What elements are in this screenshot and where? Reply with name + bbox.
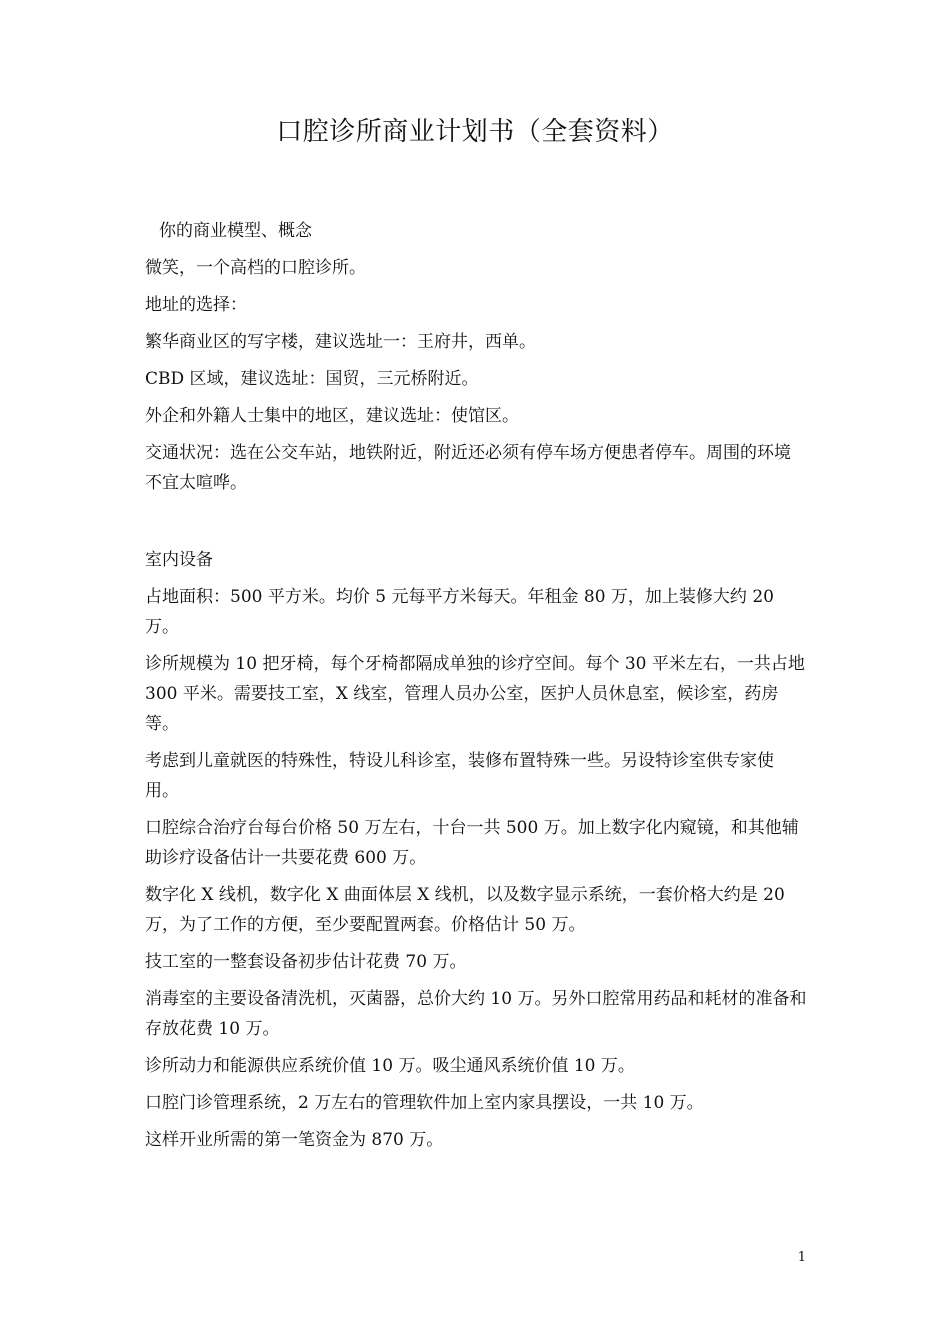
paragraph-total-funding: 这样开业所需的第一笔资金为 870 万。 [145,1130,444,1150]
paragraph-smile-clinic: 微笑，一个高档的口腔诊所。 [145,258,366,278]
paragraph-business-model: 你的商业模型、概念 [159,221,312,241]
page-number: 1 [797,1250,806,1265]
paragraph-location-heading: 地址的选择： [145,295,247,315]
paragraph-power: 诊所动力和能源供应系统价值 10 万。吸尘通风系统价值 10 万。 [145,1056,635,1076]
body-text [145,216,807,1162]
paragraph-management-system: 口腔门诊管理系统，2 万左右的管理软件加上室内家具摆设，一共 10 万。 [145,1093,704,1113]
paragraph-pediatrics: 考虑到儿童就医的特殊性，特设儿科诊室，装修布置特殊一些。另设特诊室供专家使用。 [145,751,774,801]
paragraph-floor-area: 占地面积：500 平方米。均价 5 元每平方米每天。年租金 80 万，加上装修大约 20 万。 [145,587,774,637]
paragraph-location-3: 外企和外籍人士集中的地区，建议选址：使馆区。 [145,406,519,426]
paragraph-xray: 数字化 X 线机，数字化 X 曲面体层 X 线机，以及数字显示系统，一套价格大约是 20 万，为了工作的方便，至少要配置两套。价格估计 50 万。 [145,885,785,935]
paragraph-lab: 技工室的一整套设备初步估计花费 70 万。 [145,952,467,972]
paragraph-equipment-heading: 室内设备 [145,550,213,570]
paragraph-traffic: 交通状况：选在公交车站，地铁附近，附近还必须有停车场方便患者停车。周围的环境不宜太喧哗。 [145,443,791,493]
paragraph-dental-units: 口腔综合治疗台每台价格 50 万左右，十台一共 500 万。加上数字化内窥镜，和其他辅助诊疗设备估计一共要花费 600 万。 [145,818,799,868]
page-title: 口腔诊所商业计划书（全套资料） [276,117,674,147]
paragraph-disinfection: 消毒室的主要设备清洗机，灭菌器，总价大约 10 万。另外口腔常用药品和耗材的准备和存放花费 10 万。 [145,989,807,1039]
paragraph-location-2: CBD 区域，建议选址：国贸，三元桥附近。 [145,369,479,389]
paragraph-location-1: 繁华商业区的写字楼，建议选址一：王府井，西单。 [145,332,536,352]
paragraph-clinic-scale: 诊所规模为 10 把牙椅，每个牙椅都隔成单独的诊疗空间。每个 30 平米左右，一共占地 300 平米。需要技工室，X 线室，管理人员办公室，医护人员休息室，候诊室，药房等。 [145,654,805,734]
